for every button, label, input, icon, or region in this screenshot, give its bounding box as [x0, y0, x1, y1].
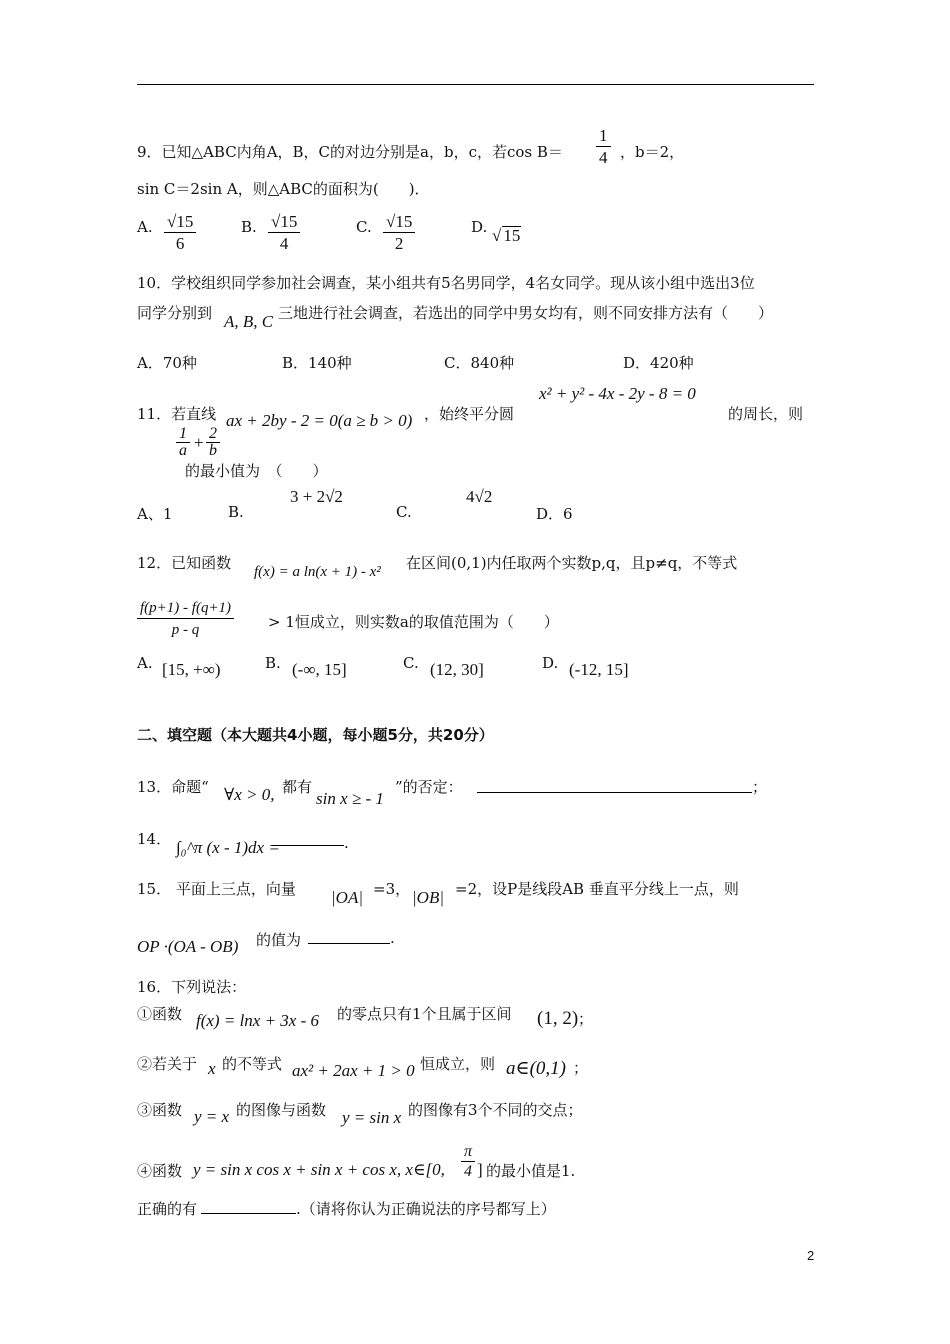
q16-s2-math: ax² + 2ax + 1 > 0: [292, 1061, 415, 1080]
q10-line2-post: 三地进行社会调查，若选出的同学中男女均有，则不同安排方法有（ ）: [278, 304, 774, 322]
q11-opt-c-value: 4√2: [466, 487, 493, 506]
q11-opt-c: C.: [396, 503, 412, 521]
q12-post: 在区间(0,1)内任取两个实数p,q，且p≠q，不等式: [406, 554, 738, 572]
q9-opt-a-value: [164, 212, 196, 255]
q16-s2-set: a∈(0,1): [506, 1058, 566, 1079]
q12-func: f(x) = a ln(x + 1) - x²: [254, 564, 381, 580]
q14-answer-blank[interactable]: [272, 845, 344, 846]
q10-opt-b: B．140种: [282, 354, 352, 372]
q9-opt-a-label: A.: [137, 218, 153, 236]
q13-end: ；: [752, 778, 768, 796]
q12-opt-d: D.: [542, 654, 559, 672]
q10-line2-pre: 同学分别到: [137, 304, 213, 322]
q16-s4-math: y = sin x cos x + sin x + cos x, x∈[0,: [193, 1160, 445, 1179]
q9-line1: 9．已知△ABC内角A，B，C的对边分别是a，b，c，若cos B＝: [137, 143, 563, 161]
q12-line2-post: > 1恒成立，则实数a的取值范围为（ ）: [268, 613, 559, 631]
q12-opt-a: A.: [137, 654, 153, 672]
q12-opt-b-value: (-∞, 15]: [292, 660, 347, 679]
q16-s2-end: ；: [573, 1059, 589, 1077]
q16-answer-post: .（请将你认为正确说法的序号都写上）: [296, 1200, 556, 1218]
q16-s4-pi-frac: [461, 1143, 475, 1182]
q10-line1: 10．学校组织同学参加社会调查，某小组共有5名男同学，4名女同学。现从该小组中选出3位: [137, 274, 755, 292]
q11-pre: 11．若直线: [137, 405, 217, 423]
q15-ob: |OB|: [412, 888, 445, 907]
q9-opt-a-den: 6: [175, 234, 185, 253]
q11-opt-d: D．6: [536, 505, 573, 523]
q14-pre: 14．: [137, 830, 172, 848]
q11-expr-d1: a: [179, 442, 187, 459]
q9-frac-den: 4: [599, 148, 608, 167]
q16-s1-math: f(x) = lnx + 3x - 6: [196, 1011, 320, 1030]
q9-fraction: [596, 126, 611, 169]
q11-expr-frac2: [206, 426, 220, 459]
q9-opt-a-num: √15: [164, 212, 196, 233]
q13-post: ”的否定：: [395, 778, 463, 796]
q16-s1-interval: (1, 2): [537, 1008, 579, 1029]
q9-line2: sin C＝2sin A，则△ABC的面积为( )．: [137, 180, 430, 198]
q11-circle-eq: x² + y² - 4x - 2y - 8 = 0: [539, 384, 696, 403]
q10-opt-d: D．420种: [623, 354, 694, 372]
q16-answer-blank[interactable]: [201, 1213, 296, 1214]
q11-expr-plus: +: [194, 433, 204, 452]
q12-opt-b: B.: [265, 654, 281, 672]
q11-opt-b: B.: [228, 503, 244, 521]
q11-line2: 的最小值为 （ ）: [185, 462, 328, 480]
q11-expr-n2: 2: [206, 426, 220, 443]
q9-opt-b-label: B.: [241, 218, 257, 236]
q16-s3-post: 的图像有3个不同的交点；: [408, 1101, 583, 1119]
q13-math2: sin x ≥ - 1: [316, 789, 384, 808]
q11-post: 的周长，则: [728, 405, 804, 423]
q9-opt-b-num: √15: [268, 212, 300, 233]
section2-title: 二、填空题（本大题共4小题，每小题5分，共20分）: [137, 726, 494, 744]
q15-pre: 15． 平面上三点，向量: [137, 880, 296, 898]
q16-s2-post: 恒成立，则: [420, 1055, 496, 1073]
q16-title: 16．下列说法：: [137, 978, 247, 996]
q9-opt-b-den: 4: [279, 234, 289, 253]
q15-oa-val: =3，: [373, 880, 411, 898]
q16-s2-pre: ②若关于: [137, 1055, 198, 1073]
q13-math1: ∀x > 0,: [224, 785, 275, 804]
q12-pre: 12．已知函数: [137, 554, 232, 572]
q9-opt-c-num: √15: [383, 212, 415, 233]
q9-opt-b-value: [268, 212, 300, 255]
q9-opt-d-label: D.: [471, 218, 488, 236]
q12-opt-d-value: (-12, 15]: [569, 660, 629, 679]
q10-opt-a: A．70种: [137, 354, 197, 372]
q9-line1-tail: ，b＝2，: [620, 143, 685, 161]
q9-opt-c-den: 2: [394, 234, 404, 253]
q13-answer-blank[interactable]: [477, 792, 752, 793]
q9-opt-d-value: √ 15: [492, 226, 521, 245]
q14-integral: ∫₀^π (x - 1)dx =: [176, 838, 280, 857]
q13-mid: 都有: [282, 778, 313, 796]
q16-s3-pre: ③函数: [137, 1101, 183, 1119]
q16-s4-pi: π: [461, 1143, 475, 1162]
q16-s4-post: 的最小值是1.: [486, 1162, 576, 1180]
q10-opt-c: C．840种: [444, 354, 515, 372]
q15-end: .: [390, 929, 395, 947]
q11-opt-b-value: 3 + 2√2: [290, 487, 343, 506]
q16-s4-close: ]: [477, 1160, 483, 1179]
q15-answer-blank[interactable]: [308, 943, 390, 944]
q12-opt-c-value: (12, 30]: [430, 660, 484, 679]
q16-s2-mid: 的不等式: [222, 1055, 283, 1073]
q10-line2-math: A, B, C: [224, 312, 274, 331]
q16-answer-pre: 正确的有: [137, 1200, 198, 1218]
header-rule: [137, 84, 814, 85]
q11-expr-frac1: [176, 426, 190, 459]
q11-opt-a: A、1: [137, 505, 173, 523]
q16-s1-pre: ①函数: [137, 1005, 183, 1023]
q12-opt-a-value: [15, +∞): [162, 660, 221, 679]
q16-s3-mid: 的图像与函数: [236, 1101, 327, 1119]
q15-post: 的值为: [256, 931, 302, 949]
q16-s1-post: 的零点只有1个且属于区间: [337, 1005, 512, 1023]
q16-s3-m1: y = x: [194, 1107, 230, 1126]
q12-opt-c: C.: [403, 654, 419, 672]
q9-opt-c-label: C.: [356, 218, 372, 236]
q13-pre: 13．命题“: [137, 778, 209, 796]
q16-s1-end: ；: [578, 1010, 594, 1028]
q14-end: .: [344, 834, 349, 852]
q11-line-eq: ax + 2by - 2 = 0(a ≥ b > 0): [226, 411, 413, 430]
q16-s4-four: 4: [464, 1163, 472, 1180]
q11-expr-n1: 1: [176, 426, 190, 443]
page-number: 2: [807, 1248, 815, 1263]
q15-ob-val: =2，设P是线段AB 垂直平分线上一点，则: [455, 880, 739, 898]
q16-s2-x: x: [208, 1059, 216, 1078]
q12-ineq-den: p - q: [171, 622, 200, 638]
q15-oa: |OA|: [331, 888, 364, 907]
q11-expr-d2: b: [209, 442, 217, 459]
q9-frac-num: 1: [596, 126, 611, 147]
q12-ineq-num: f(p+1) - f(q+1): [137, 598, 234, 619]
q9-opt-d-radicand: 15: [503, 226, 521, 245]
q12-ineq-frac: [137, 598, 234, 641]
q15-expr: OP ·(OA - OB): [137, 937, 239, 956]
q16-s3-m2: y = sin x: [342, 1108, 402, 1127]
q11-mid: ，始终平分圆: [424, 405, 515, 423]
q9-opt-c-value: [383, 212, 415, 255]
q16-s4-pre: ④函数: [137, 1162, 183, 1180]
